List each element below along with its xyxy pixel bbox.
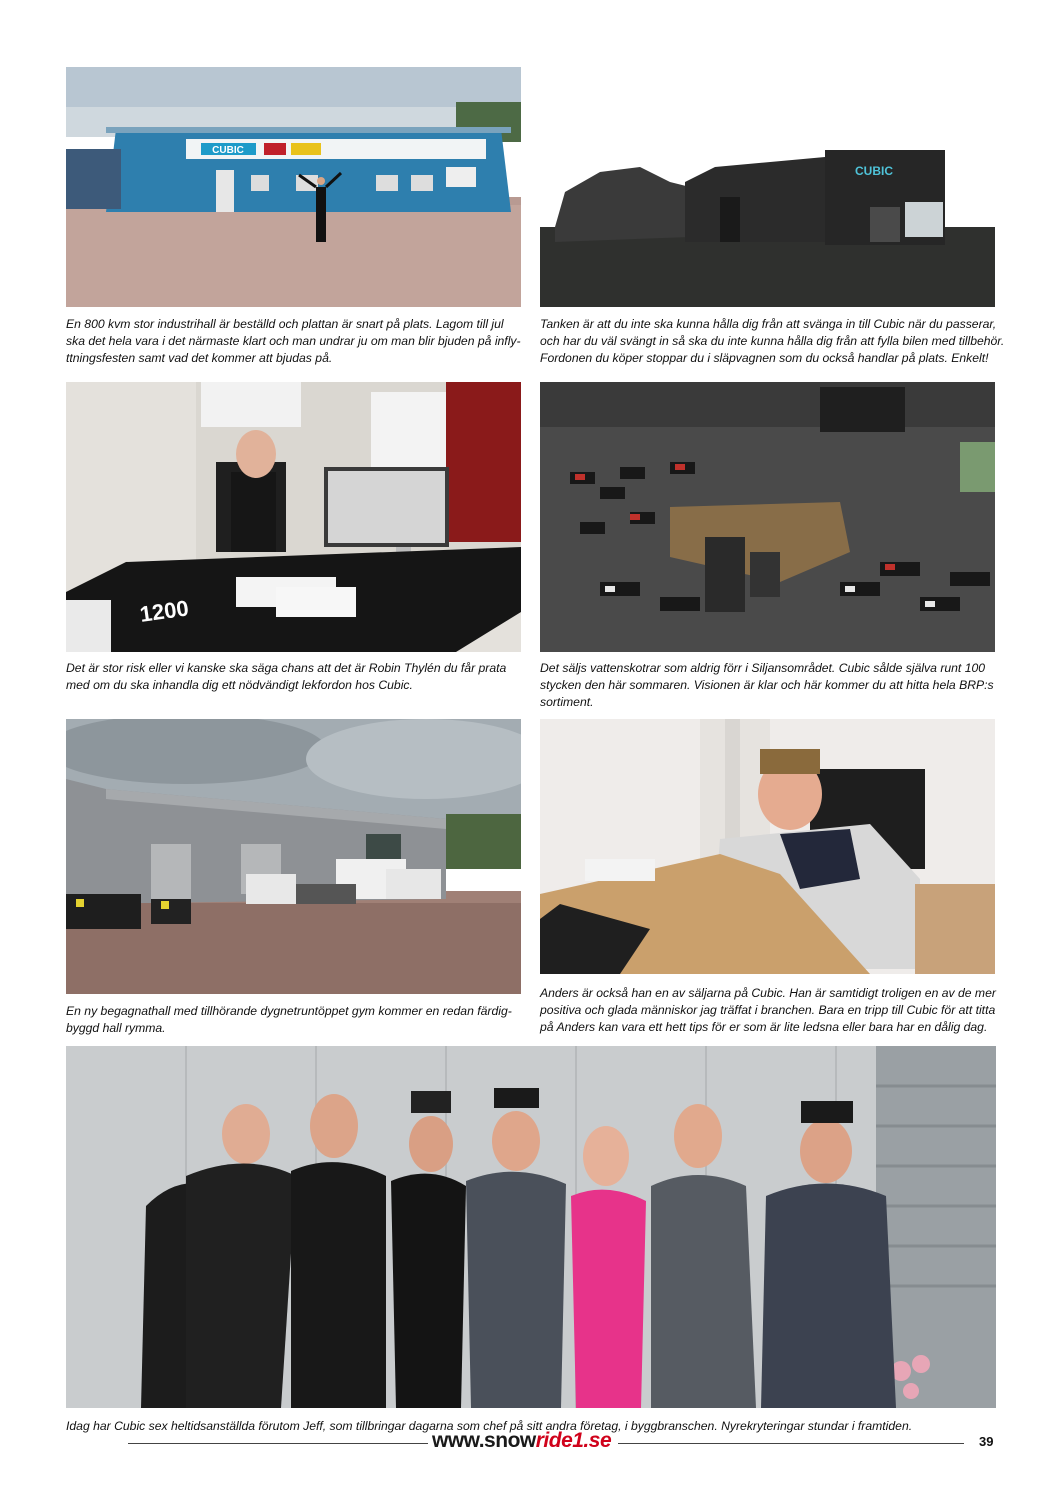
caption-line: Det är stor risk eller vi kanske ska säga chans att det är Robin Thylén du får prata (66, 661, 507, 675)
site-logo-part3: 1.se (572, 1429, 612, 1452)
caption-office (66, 660, 506, 694)
caption-salesman (540, 985, 996, 1036)
caption-line: ska det hela vara i det närmaste klart och man undrar ju om man blir bjuden på infly- (66, 334, 521, 348)
photo-grey-hall-parking (66, 719, 521, 994)
caption-line: och har du väl svängt in så ska du inte kunna hålla dig från att fylla bilen med tillbehör. (540, 334, 1005, 348)
photo-showroom-render (540, 382, 995, 652)
caption-line: En 800 kvm stor industrihall är beställd och plattan är snart på plats. Lagom till jul (66, 317, 504, 331)
site-logo-part2: ride (535, 1429, 573, 1452)
caption-line: ttningsfesten samt vad det kommer att bjudas på. (66, 351, 333, 365)
caption-line: med om du ska inhandla dig ett nödvändigt lekfordon hos Cubic. (66, 678, 413, 692)
render-cubic-sign: CUBIC (855, 164, 893, 178)
photo-office-desk-man (66, 382, 521, 652)
site-logo-part1: www.snow (432, 1429, 536, 1452)
caption-hall-parking (66, 1003, 512, 1037)
desk-1200-text: 1200 (138, 595, 191, 627)
caption-line: positiva och glada människor jag träffat i branchen. Bara en tripp till Cubic för att titta (540, 1003, 996, 1017)
caption-line: Idag har Cubic sex heltidsanställda förutom Jeff, som tillbringar dagarna som chef på sitt andra företag, i byggbranschen. Nyrekryteringar stundar i framtiden. (66, 1419, 913, 1433)
caption-line: byggd hall rymma. (66, 1021, 166, 1035)
caption-line: Tanken är att du inte ska kunna hålla dig från att svänga in till Cubic när du passerar, (540, 317, 997, 331)
caption-line: på Anders kan vara ett hett tips för er som är lite ledsna eller bara har en dålig dag. (540, 1020, 988, 1034)
photo-blue-industrial-hall (66, 67, 521, 307)
photo-team (66, 1046, 996, 1408)
caption-line: Anders är också han en av säljarna på Cubic. Han är samtidigt troligen en av de mer (540, 986, 996, 1000)
footer-rule-left (128, 1443, 428, 1444)
page-number: 39 (979, 1434, 994, 1449)
caption-showroom (540, 660, 994, 711)
caption-line: En ny begagnathall med tillhörande dygnetruntöppet gym kommer en redan färdig- (66, 1004, 512, 1018)
footer-rule-right (618, 1443, 964, 1444)
caption-hall (66, 316, 521, 367)
caption-line: sortiment. (540, 695, 594, 709)
caption-line: Det säljs vattenskotrar som aldrig förr i Siljansområdet. Cubic sålde själva runt 100 (540, 661, 986, 675)
caption-render (540, 316, 1004, 367)
photo-salesman-at-desk (540, 719, 995, 974)
caption-line: Fordonen du köper stoppar du i släpvagnen som du också handlar på plats. Enkelt! (540, 351, 989, 365)
site-logo[interactable] (432, 1429, 614, 1457)
photo-rendered-black-building (540, 67, 995, 307)
cubic-sign-text: CUBIC (212, 145, 244, 156)
caption-line: stycken den här sommaren. Visionen är klar och här kommer du att hitta hela BRP:s (540, 678, 994, 692)
